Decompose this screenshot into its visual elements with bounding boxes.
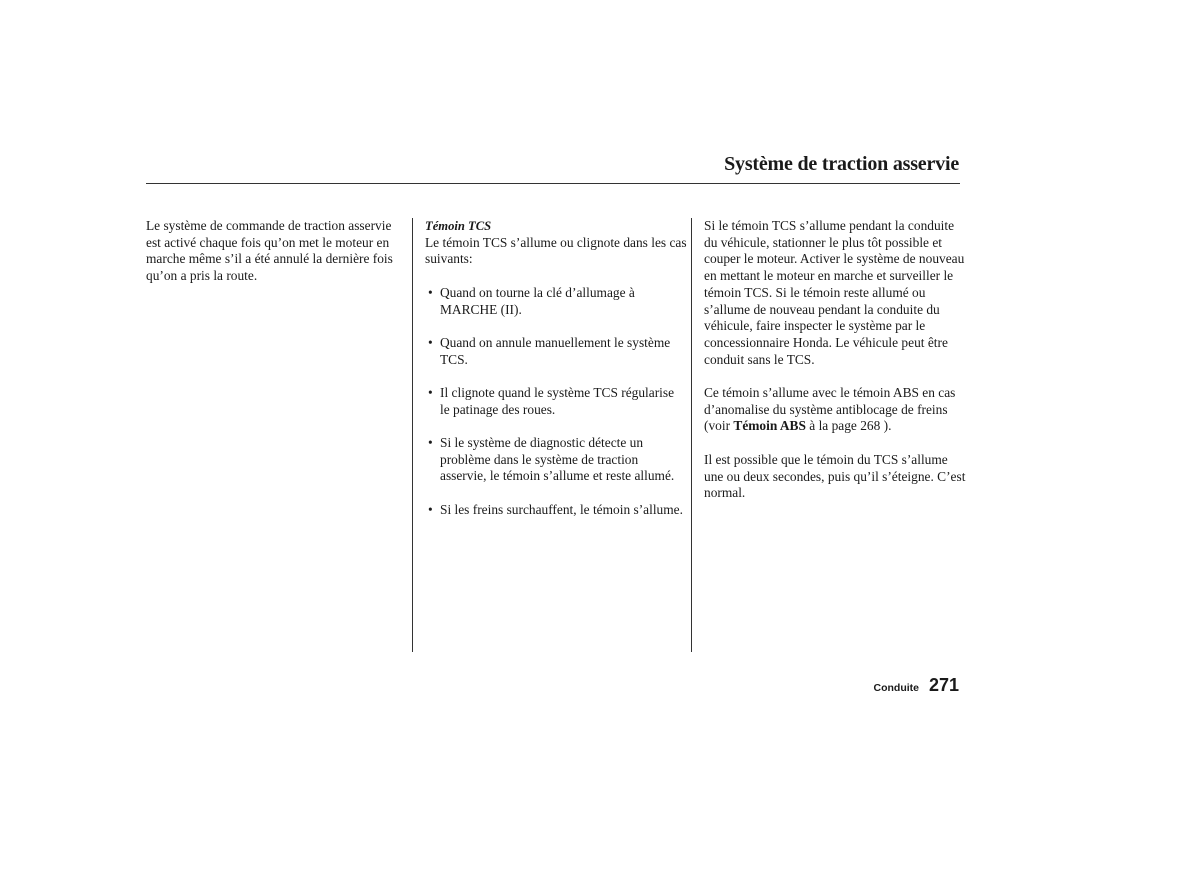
paragraph-abs [704,385,966,435]
footer-section-label: Conduite [873,682,919,694]
list-item: • Quand on tourne la clé d’allumage à MARCHE (II). [425,285,687,318]
list-item: • Il clignote quand le système TCS régularise le patinage des roues. [425,385,687,418]
column-3 [704,218,966,502]
abs-reference: Témoin ABS [733,418,806,434]
temoin-intro: Le témoin TCS s’allume ou clignote dans les cas suivants: [425,234,687,267]
paragraph-normal: Il est possible que le témoin du TCS s’allume une ou deux secondes, puis qu’il s’éteigne. C’est normal. [704,451,966,501]
conditions-list [425,285,687,519]
column-divider-2 [691,218,692,652]
page-number: 271 [928,675,959,695]
list-item: • Si le système de diagnostic détecte un problème dans le système de traction asservie, le témoin s’allume et reste allumé. [425,435,687,485]
abs-text-after: à la page 268 ). [805,418,892,434]
column-1 [146,218,398,285]
page-title: Système de traction asservie [724,153,959,175]
column-divider-1 [412,218,413,652]
column-2 [425,218,687,519]
paragraph-tcs-on: Si le témoin TCS s’allume pendant la conduite du véhicule, stationner le plus tôt possible et couper le moteur. Activer le système de nouveau en mettant le moteur en marche et surveiller le témoin TCS. Si le témoin reste allumé ou s’allume de nouveau pendant la conduite du véhicule, faire inspecter le système par le concessionnaire Honda. Le véhicule peut être conduit sans le TCS. [704,218,965,367]
intro-paragraph: Le système de commande de traction asservie est activé chaque fois qu’on met le moteur en marche même s’il a été annulé la dernière fois qu’on a pris la route. [146,218,393,284]
subheading-temoin-tcs: Témoin TCS [425,219,492,233]
title-divider [146,183,960,184]
list-item: • Quand on annule manuellement le système TCS. [425,335,687,368]
abs-text-before: Ce témoin s’allume avec le témoin ABS en cas d’anomalise du système antiblocage de freins (voir [704,385,956,434]
list-item: • Si les freins surchauffent, le témoin s’allume. [425,502,687,519]
